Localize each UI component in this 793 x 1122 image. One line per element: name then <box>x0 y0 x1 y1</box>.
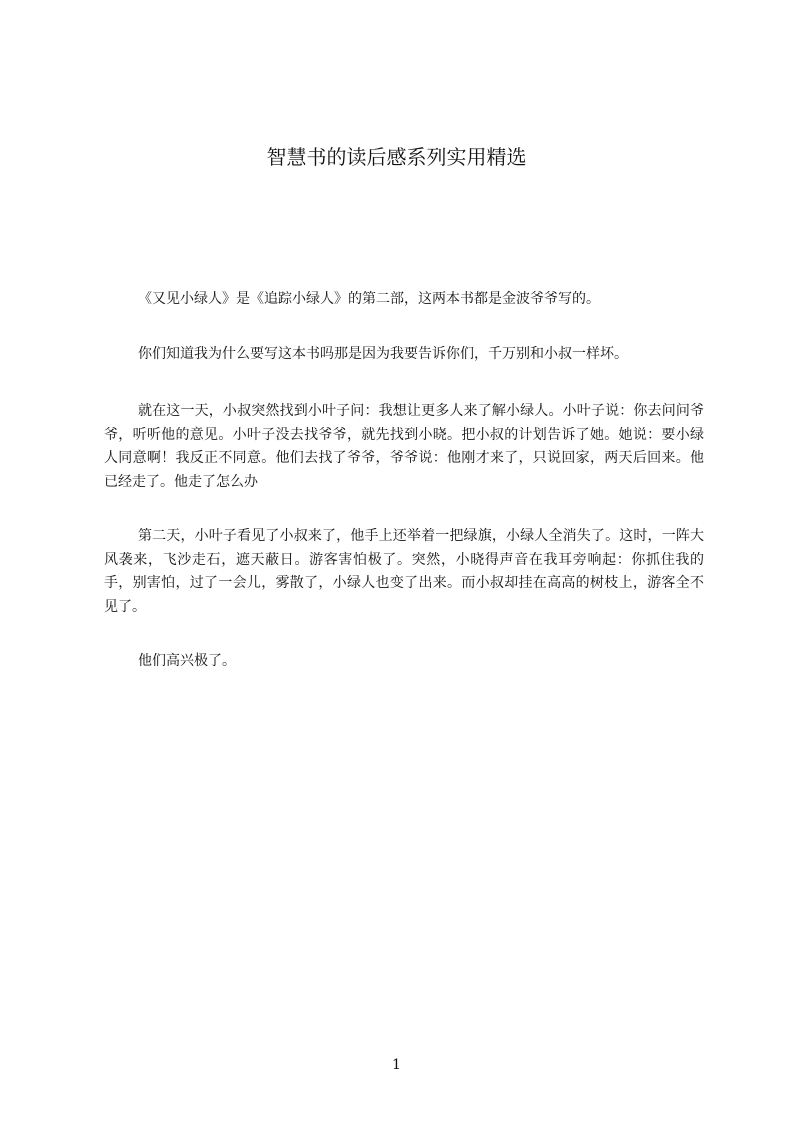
paragraph-4: 第二天，小叶子看见了小叔来了，他手上还举着一把绿旗，小绿人全消失了。这时，一阵大风袭来，飞沙走石，遮天蔽日。游客害怕极了。突然，小晓得声音在我耳旁响起：你抓住我的手，别害怕，过了一会儿，雾散了，小绿人也变了出来。而小叔却挂在高高的树枝上，游客全不见了。 <box>104 528 704 615</box>
document-title: 智慧书的读后感系列实用精选 <box>266 145 527 169</box>
page-number: 1 <box>392 1057 401 1073</box>
paragraph-3: 就在这一天，小叔突然找到小叶子问：我想让更多人来了解小绿人。小叶子说：你去问问爷爷，听听他的意见。小叶子没去找爷爷，就先找到小晓。把小叔的计划告诉了她。她说：要小绿人同意啊！我反正不同意。他们去找了爷爷，爷爷说：他刚才来了，只说回家，两天后回来。他已经走了。他走了怎么办 <box>104 403 704 490</box>
paragraph-1: 《又见小绿人》是《追踪小绿人》的第二部，这两本书都是金波爷爷写的。 <box>138 291 600 307</box>
document-body <box>104 288 704 705</box>
paragraph-2: 你们知道我为什么要写这本书吗那是因为我要告诉你们，千万别和小叔一样坏。 <box>138 345 628 362</box>
paragraph-5: 他们高兴极了。 <box>138 653 236 669</box>
